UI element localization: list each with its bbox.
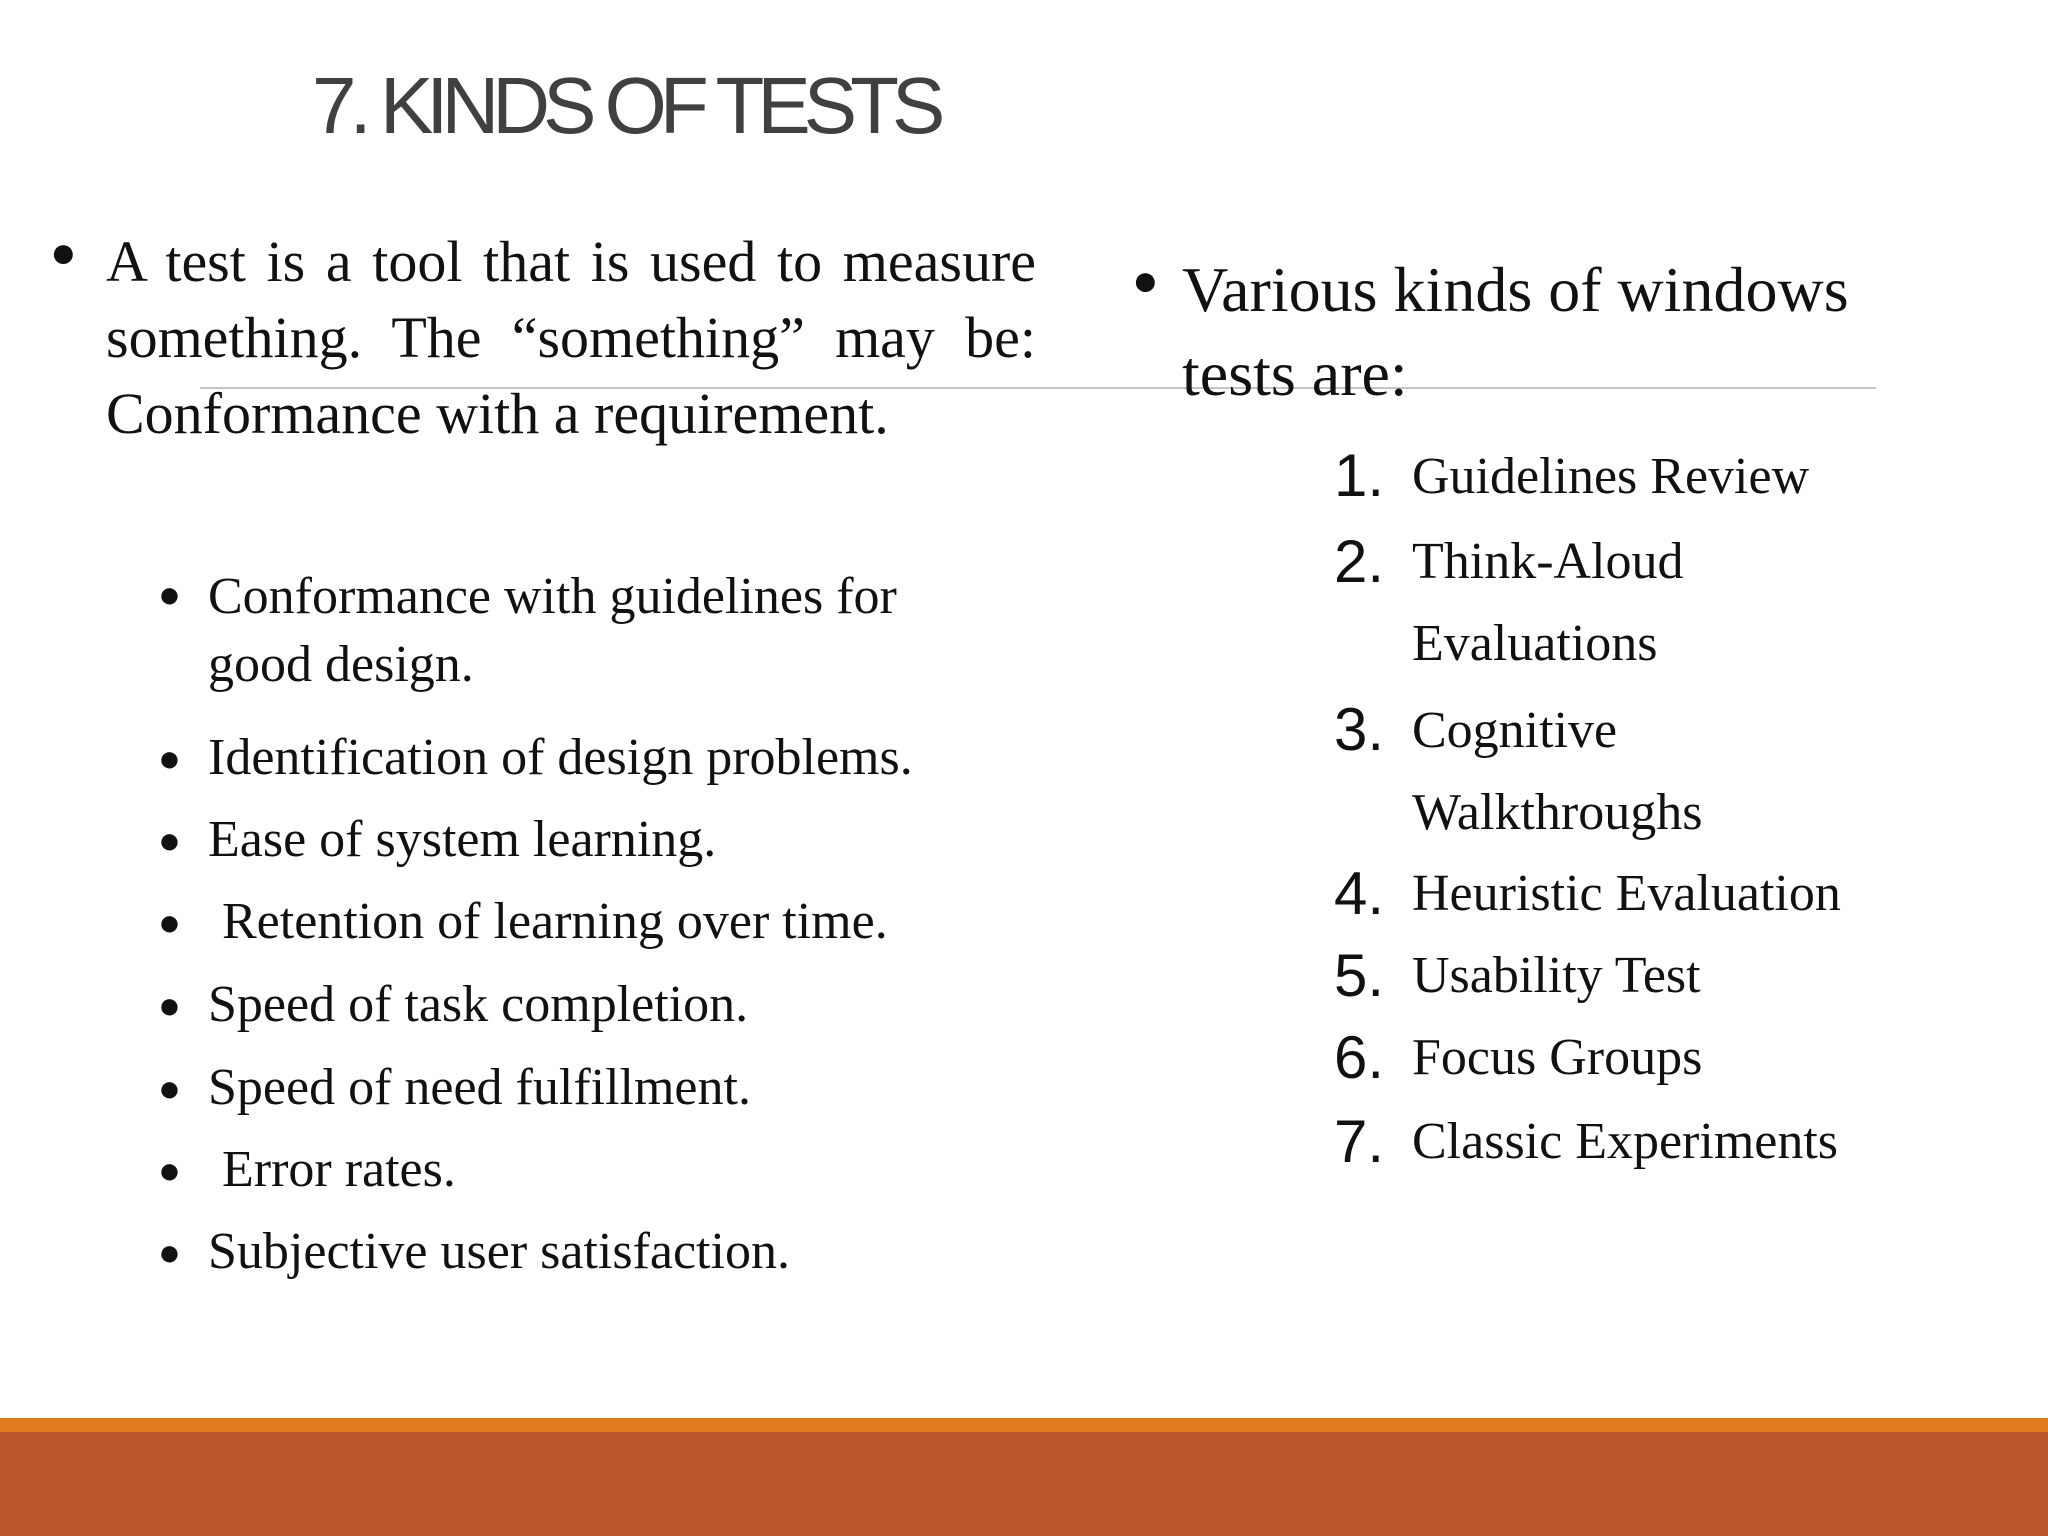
bullet-dot-icon: ● — [158, 985, 181, 1027]
list-number: 5. — [1334, 942, 1385, 1009]
test-item-focus-groups: Focus Groups — [1412, 1029, 1703, 1086]
test-item-classic-experiments: Classic Experiments — [1412, 1113, 1839, 1170]
footer-accent-line — [0, 1418, 2048, 1432]
left-intro-text: A test is a tool that is used to measure something. The “something” may be: Conformance with a requirement. — [106, 229, 1036, 446]
footer-bar — [0, 1432, 2048, 1536]
test-item-heuristic-evaluation: Heuristic Evaluation — [1412, 865, 1841, 922]
list-item-satisfaction: Subjective user satisfaction. — [208, 1223, 790, 1280]
list-number: 3. — [1334, 696, 1385, 763]
list-item-need-speed: Speed of need fulfillment. — [208, 1059, 751, 1116]
list-number: 6. — [1334, 1024, 1385, 1091]
list-number: 2. — [1334, 528, 1385, 595]
bullet-dot-icon: ● — [1132, 256, 1159, 305]
bullet-dot-icon: ● — [158, 1068, 181, 1110]
test-item-guidelines-review: Guidelines Review — [1412, 448, 1810, 505]
list-item-design-problems: Identification of design problems. — [208, 729, 913, 786]
bullet-dot-icon: ● — [158, 574, 181, 616]
bullet-dot-icon: ● — [158, 1232, 181, 1274]
list-number: 7. — [1334, 1108, 1385, 1175]
list-number: 1. — [1334, 442, 1385, 509]
test-item-usability-test: Usability Test — [1412, 947, 1701, 1004]
list-item-retention: Retention of learning over time. — [222, 893, 888, 950]
test-item-cognitive-walkthroughs: Cognitive Walkthroughs — [1412, 702, 1703, 841]
slide-title: 7. KINDS OF TESTS — [312, 61, 939, 150]
list-item-ease-learning: Ease of system learning. — [208, 811, 717, 868]
bullet-dot-icon: ● — [158, 820, 181, 862]
bullet-dot-icon: ● — [158, 1150, 181, 1192]
list-item-error-rates: Error rates. — [222, 1141, 456, 1198]
bullet-dot-icon: ● — [158, 738, 181, 780]
test-item-think-aloud: Think-Aloud Evaluations — [1412, 533, 1684, 672]
list-number: 4. — [1334, 860, 1385, 927]
right-intro-text: Various kinds of windows tests are: — [1182, 254, 1849, 409]
bullet-dot-icon: ● — [50, 228, 77, 277]
list-item-task-speed: Speed of task completion. — [208, 976, 749, 1033]
list-item-guidelines: Conformance with guidelines for good design. — [208, 568, 897, 693]
bullet-dot-icon: ● — [158, 902, 181, 944]
